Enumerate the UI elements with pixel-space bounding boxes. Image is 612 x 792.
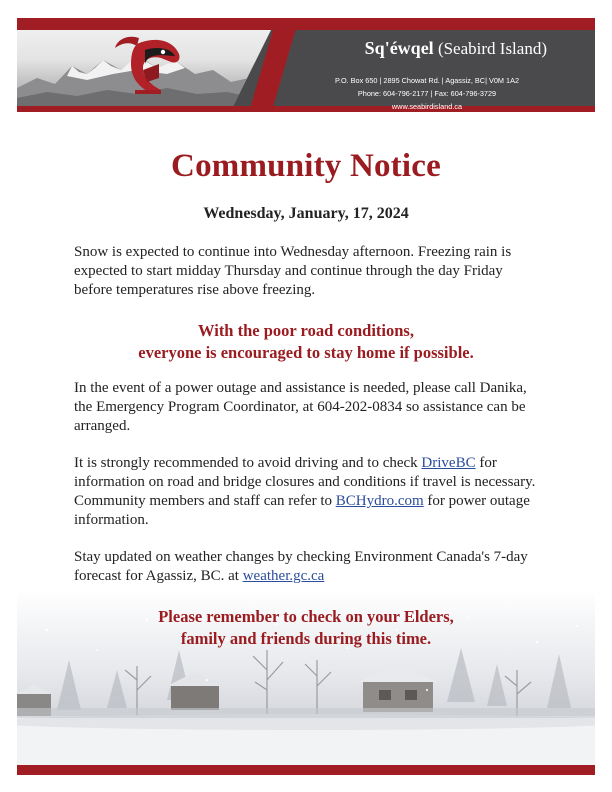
weather-paragraph <box>74 548 544 586</box>
stay-home-callout <box>0 320 612 364</box>
callout-line: family and friends during this time. <box>180 629 432 648</box>
address-line: P.O. Box 650 | 2895 Chowat Rd. | Agassiz, BC| V0M 1A2 <box>334 76 520 85</box>
paragraph-text: for information on road and bridge closures and conditions if travel is necessary. Community members and staff can refer to <box>74 455 536 509</box>
bchydro-link[interactable]: BCHydro.com <box>335 493 424 509</box>
footer-bar <box>17 765 595 775</box>
seabird-logo-icon <box>109 30 185 104</box>
organization-name <box>365 38 547 59</box>
notice-date: Wednesday, January, 17, 2024 <box>203 205 409 222</box>
page-title: Community Notice <box>171 148 441 184</box>
paragraph-text: Stay updated on weather changes by checking Environment Canada's 7-day forecast for Agassiz, BC. at <box>74 549 528 584</box>
header-banner <box>17 18 595 112</box>
phone-line: Phone: 604-796-2177 | Fax: 604-796-3729 <box>357 89 497 98</box>
paragraph-text: It is strongly recommended to avoid driving and to check <box>74 455 422 471</box>
weather-gc-link[interactable]: weather.gc.ca <box>242 568 325 584</box>
callout-line: Please remember to check on your Elders, <box>158 607 454 626</box>
website-line: www.seabirdisland.ca <box>391 102 463 111</box>
org-name-main: Sq'éwqel <box>364 38 434 58</box>
org-name-subtitle: (Seabird Island) <box>437 39 547 58</box>
forecast-paragraph: Snow is expected to continue into Wednesday afternoon. Freezing rain is expected to start midday Thursday and continue through the day Friday before temperatures rise above freezing. <box>74 244 512 298</box>
driving-paragraph <box>74 454 544 530</box>
banner-top-stripe <box>17 18 595 30</box>
callout-line: everyone is encouraged to stay home if possible. <box>138 343 474 362</box>
drivebc-link[interactable]: DriveBC <box>421 455 476 471</box>
check-on-elders-callout <box>0 606 612 650</box>
power-outage-paragraph: In the event of a power outage and assistance is needed, please call Danika, the Emergency Program Coordinator, at 604-202-0834 so assistance can be arranged. <box>74 380 527 434</box>
paragraph-text: for power outage information. <box>74 493 530 528</box>
callout-line: With the poor road conditions, <box>198 321 414 340</box>
